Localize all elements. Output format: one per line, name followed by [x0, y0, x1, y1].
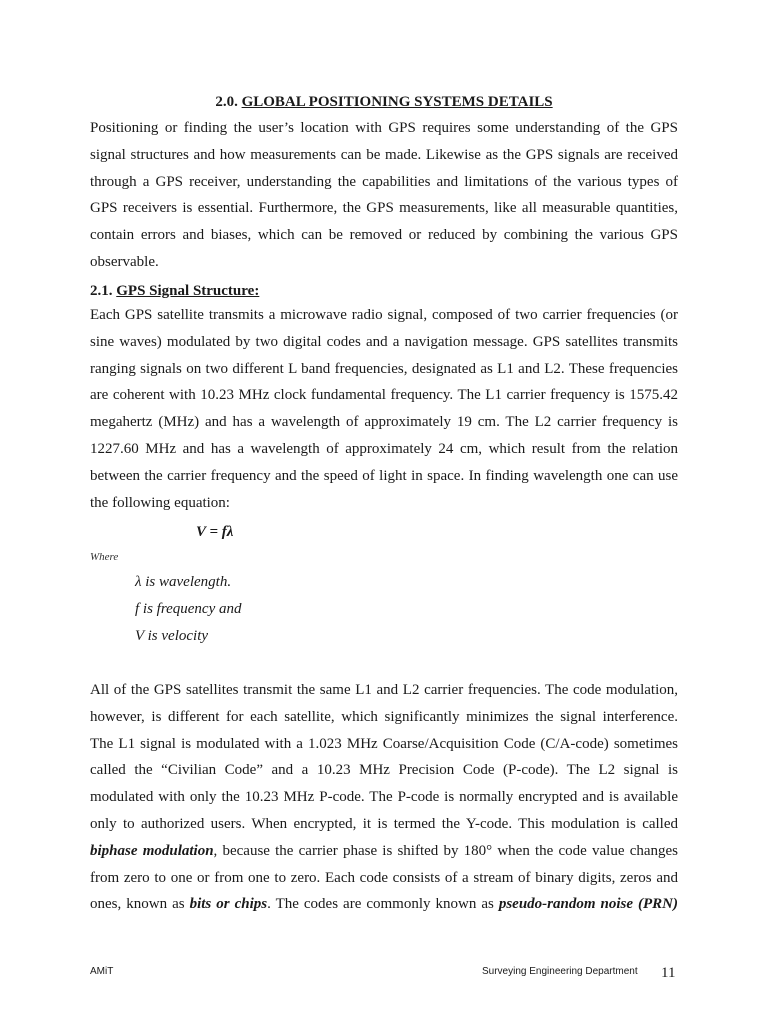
section-heading-title: GPS Signal Structure:	[116, 283, 260, 299]
text-line: contain errors and biases, which can be removed or reduced by combining the various GPS	[90, 227, 678, 244]
text-line: are coherent with 10.23 MHz clock fundamental frequency. The L1 carrier frequency is 1575.42	[90, 387, 678, 404]
text-run: , because the carrier phase is shifted by 180° when the code value changes	[213, 842, 678, 859]
document-page	[90, 0, 678, 1024]
text-run: . The codes are commonly known as	[267, 896, 499, 913]
emphasis-biphase-modulation: biphase modulation	[90, 842, 214, 859]
text-line: ranging signals on two different L band frequencies, designated as L1 and L2. These frequencies	[90, 360, 678, 377]
footer-author: AMiT	[90, 966, 114, 977]
text-line: through a GPS receiver, understanding the capabilities and limitations of the various types of	[90, 173, 678, 190]
text-line: The L1 signal is modulated with a 1.023 MHz Coarse/Acquisition Code (C/A-code) sometimes	[90, 735, 678, 752]
text-line: All of the GPS satellites transmit the same L1 and L2 carrier frequencies. The code modulation,	[90, 682, 678, 698]
wavelength-equation: V = fλ	[196, 524, 234, 540]
definition-frequency: f is frequency and	[135, 601, 242, 617]
text-line: GPS receivers is essential. Furthermore, the GPS measurements, like all measurable quantities,	[90, 200, 678, 217]
text-line: signal structures and how measurements can be made. Likewise as the GPS signals are received	[90, 146, 678, 163]
code-modulation-paragraph	[90, 677, 678, 918]
text-line	[90, 838, 678, 865]
text-line: modulated with only the 10.23 MHz P-code. The P-code is normally encrypted and is available	[90, 789, 678, 806]
definition-velocity: V is velocity	[135, 628, 209, 644]
emphasis-bits-or-chips: bits or chips	[189, 896, 268, 913]
text-run: ones, known as	[90, 896, 190, 913]
text-line: the following equation:	[90, 494, 230, 511]
page-number: 11	[661, 965, 676, 981]
footer-department: Surveying Engineering Department	[482, 966, 638, 977]
text-line: called the “Civilian Code” and a 10.23 MHz Precision Code (P-code). The L2 signal is	[90, 762, 678, 779]
section-heading-number: 2.1.	[90, 283, 117, 299]
where-label: Where	[90, 551, 119, 563]
text-line: Positioning or finding the user’s location with GPS requires some understanding of the GPS	[90, 120, 678, 136]
text-line: observable.	[90, 253, 159, 270]
main-heading-title: GLOBAL POSITIONING SYSTEMS DETAILS	[241, 94, 553, 110]
text-line: only to authorized users. When encrypted, it is termed the Y-code. This modulation is called	[90, 815, 678, 832]
main-heading-number: 2.0.	[215, 94, 242, 110]
text-line: sine waves) modulated by two digital codes and a navigation message. GPS satellites transmits	[90, 333, 678, 350]
text-line: from zero to one or from one to zero. Each code consists of a stream of binary digits, zeros and	[90, 869, 678, 886]
text-line: however, is different for each satellite, which significantly minimizes the signal interference.	[90, 708, 678, 725]
intro-paragraph	[90, 115, 678, 276]
signal-structure-paragraph	[90, 302, 678, 516]
emphasis-prn: pseudo-random noise (PRN)	[498, 896, 678, 913]
main-heading	[90, 92, 678, 112]
section-heading	[90, 281, 259, 301]
text-line: Each GPS satellite transmits a microwave radio signal, composed of two carrier frequencies (or	[90, 307, 678, 323]
definition-wavelength: λ is wavelength.	[135, 574, 232, 590]
text-line	[90, 891, 678, 918]
text-line: between the carrier frequency and the speed of light in space. In finding wavelength one can use	[90, 467, 678, 484]
text-line: 1227.60 MHz and has a wavelength of approximately 24 cm, which result from the relation	[90, 440, 678, 457]
text-line: megahertz (MHz) and has a wavelength of approximately 19 cm. The L2 carrier frequency is	[90, 414, 678, 431]
